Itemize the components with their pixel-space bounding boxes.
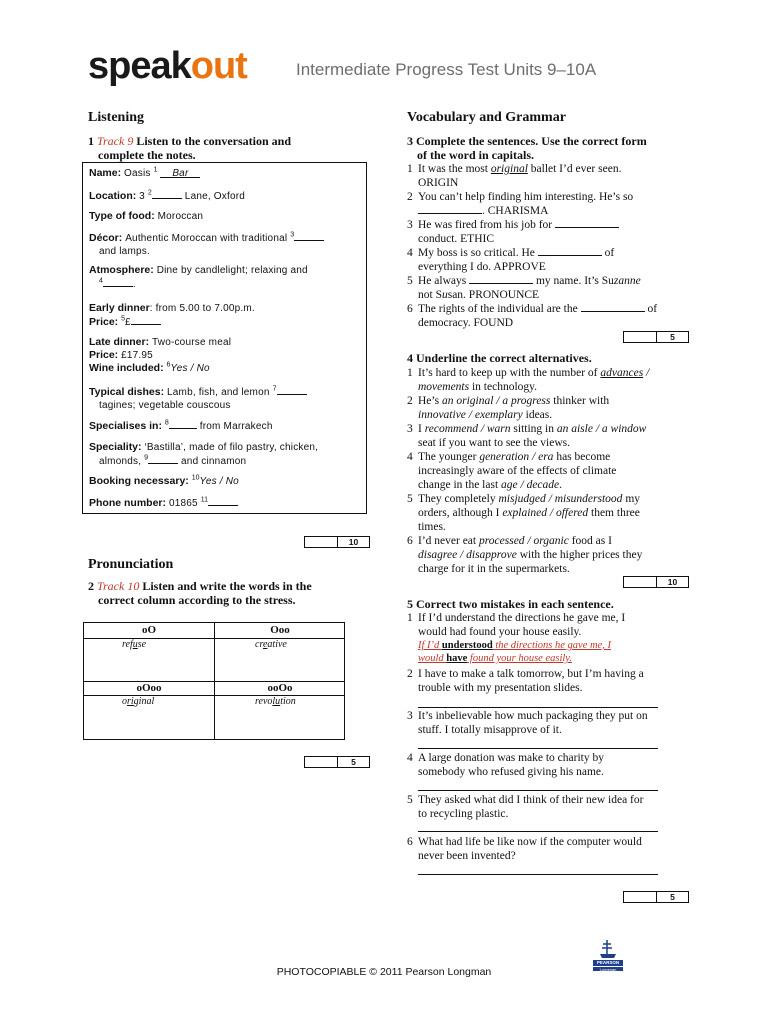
answer-5[interactable]: [131, 315, 161, 325]
task-5-item-3: 3 It’s inbelievable how much packaging they put on stuff. I totally misapprove of it.: [407, 710, 648, 736]
answer-6[interactable]: Yes / No: [170, 363, 210, 374]
score-box-task-4: 10: [623, 576, 689, 588]
note-location: Location: 3 $^2$ Lane, Oxford: [89, 189, 246, 202]
answer-line-5-2[interactable]: [418, 707, 658, 708]
notes-box: [82, 162, 367, 514]
task-4-item-6: 6 I’d never eat processed / organic food as I disagree / disapprove with the higher prices they charge for it in the supermarkets.: [407, 535, 643, 575]
note-typical-dishes: Typical dishes: Lamb, fish, and lemon $^7$ tagines; vegetable couscous: [89, 385, 361, 412]
task-4-item-3: 3 I recommend / warn sitting in an aisle / a window seat if you want to see the views.: [407, 423, 647, 449]
task-3-item-2: 2 You can’t help finding him interesting. He’s so . CHARISMA: [407, 191, 634, 217]
answer-3-4[interactable]: [538, 246, 602, 256]
answer-4[interactable]: [103, 277, 133, 287]
header: [88, 46, 688, 86]
note-decor: Décor: Authentic Moroccan with traditional $^3$ and lamps.: [89, 231, 361, 258]
task-2-instruction: 2 Track 10 Listen and write the words in the correct column according to the stress.: [88, 579, 312, 607]
note-atmosphere: Atmosphere: Dine by candlelight; relaxing and $^4$ .: [89, 264, 308, 290]
note-type-of-food: Type of food: Moroccan: [89, 210, 204, 222]
pronunciation-title: Pronunciation: [88, 557, 174, 572]
task-4-item-2: 2 He’s an original / a progress thinker with innovative / exemplary ideas.: [407, 395, 610, 421]
task-3-item-4: 4 My boss is so critical. He of everything I do. APPROVE: [407, 247, 615, 273]
task-5-item-5: 5 They asked what did I think of their new idea for to recycling plastic.: [407, 794, 644, 820]
task-5-item-1: 1 If I’d understand the directions he gave me, I would had found your house easily.: [407, 612, 626, 638]
column-header-oO: oO: [141, 624, 157, 636]
note-name: Name: Oasis $^1$ Bar: [89, 167, 361, 180]
page-title: Intermediate Progress Test Units 9–10A: [296, 60, 597, 79]
answer-8[interactable]: [169, 419, 197, 429]
column-header-oOoo: oOoo: [136, 682, 162, 694]
score-box-task-3: 5: [623, 331, 689, 343]
task-4-instruction: 4 Underline the correct alternatives.: [407, 351, 592, 365]
answer-line-5-5[interactable]: [418, 831, 658, 832]
answer-7[interactable]: [277, 385, 307, 395]
answer-11[interactable]: [208, 496, 238, 506]
task-4-item-4: 4 The younger generation / era has become increasingly aware of the effects of climate change in the last age / decade.: [407, 451, 617, 491]
task-5-item-6: 6 What had life be like now if the computer would never been invented?: [407, 836, 642, 862]
answer-3[interactable]: [294, 231, 324, 241]
example-revolution: revolution: [255, 696, 296, 707]
score-box-listening: 10: [304, 536, 370, 548]
column-header-Ooo: Ooo: [270, 624, 290, 636]
answer-1[interactable]: Bar: [160, 168, 200, 178]
answer-2[interactable]: [152, 189, 182, 199]
task-3-instruction: 3 Complete the sentences. Use the correct form of the word in capitals.: [407, 134, 647, 162]
note-specialises-in: Specialises in: $^8$ from Marrakech: [89, 419, 273, 432]
note-late-dinner: Late dinner: Two-course meal Price: £17.95 Wine included: $^6$Yes / No: [89, 336, 232, 374]
task-3-item-6: 6 The rights of the individual are the of democracy. FOUND: [407, 303, 658, 329]
task-5-example-answer: If I’d understood the directions he gave me, I would have found your house easily.: [418, 640, 611, 664]
example-refuse: refuse: [122, 639, 147, 650]
answer-line-5-4[interactable]: [418, 790, 658, 791]
pearson-logo: PEARSON Longman: [590, 936, 626, 972]
stress-table: [83, 622, 345, 740]
note-booking: Booking necessary: $^{10}$Yes / No: [89, 474, 239, 487]
example-original: original: [122, 696, 155, 707]
task-5-item-2: 2 I have to make a talk tomorrow, but I’m having a trouble with my presentation slides.: [407, 668, 644, 694]
answer-3-3[interactable]: [555, 218, 619, 228]
task-3-item-5: 5 He always my name. It’s Suzanne not Susan. PRONOUNCE: [407, 275, 641, 301]
task-4-item-5: 5 They completely misjudged / misunderstood my orders, although I explained / offered them three times.: [407, 493, 641, 533]
column-header-ooOo: ooOo: [267, 682, 293, 694]
footer-copyright: PHOTOCOPIABLE © 2011 Pearson Longman: [276, 966, 492, 978]
vocab-title: Vocabulary and Grammar: [407, 110, 566, 125]
answer-3-5[interactable]: [469, 274, 533, 284]
answer-line-5-3[interactable]: [418, 748, 658, 749]
note-early-dinner: Early dinner: from 5.00 to 7.00p.m. Price: $^5$£: [89, 302, 255, 328]
task-3-item-3: 3 He was fired from his job for conduct. ETHIC: [407, 218, 687, 246]
task-1-instruction: 1 Track 9 Listen to the conversation and complete the notes.: [88, 134, 292, 162]
task-5-instruction: 5 Correct two mistakes in each sentence.: [407, 597, 614, 611]
answer-line-5-6[interactable]: [418, 874, 658, 875]
task-4-item-1: 1 It’s hard to keep up with the number of advances / movements in technology.: [407, 367, 650, 393]
note-phone: Phone number: 01865 $^{11}$: [89, 496, 361, 510]
task-3-item-1: 1 It was the most original ballet I’d ever seen. ORIGIN: [407, 163, 622, 189]
speakout-logo: speakout: [88, 45, 247, 87]
answer-9[interactable]: [148, 454, 178, 464]
answer-10[interactable]: Yes / No: [199, 476, 239, 487]
answer-3-2[interactable]: [418, 204, 482, 214]
answer-3-6[interactable]: [581, 302, 645, 312]
listening-title: Listening: [88, 110, 145, 125]
score-box-task-5: 5: [623, 891, 689, 903]
score-box-pronunciation: 5: [304, 756, 370, 768]
example-creative: creative: [255, 639, 287, 650]
task-5-item-4: 4 A large donation was make to charity by somebody who refused giving his name.: [407, 752, 604, 778]
note-speciality: Speciality: ‘Bastilla’, made of filo pastry, chicken, almonds, $^9$ and cinnamon: [89, 441, 319, 467]
